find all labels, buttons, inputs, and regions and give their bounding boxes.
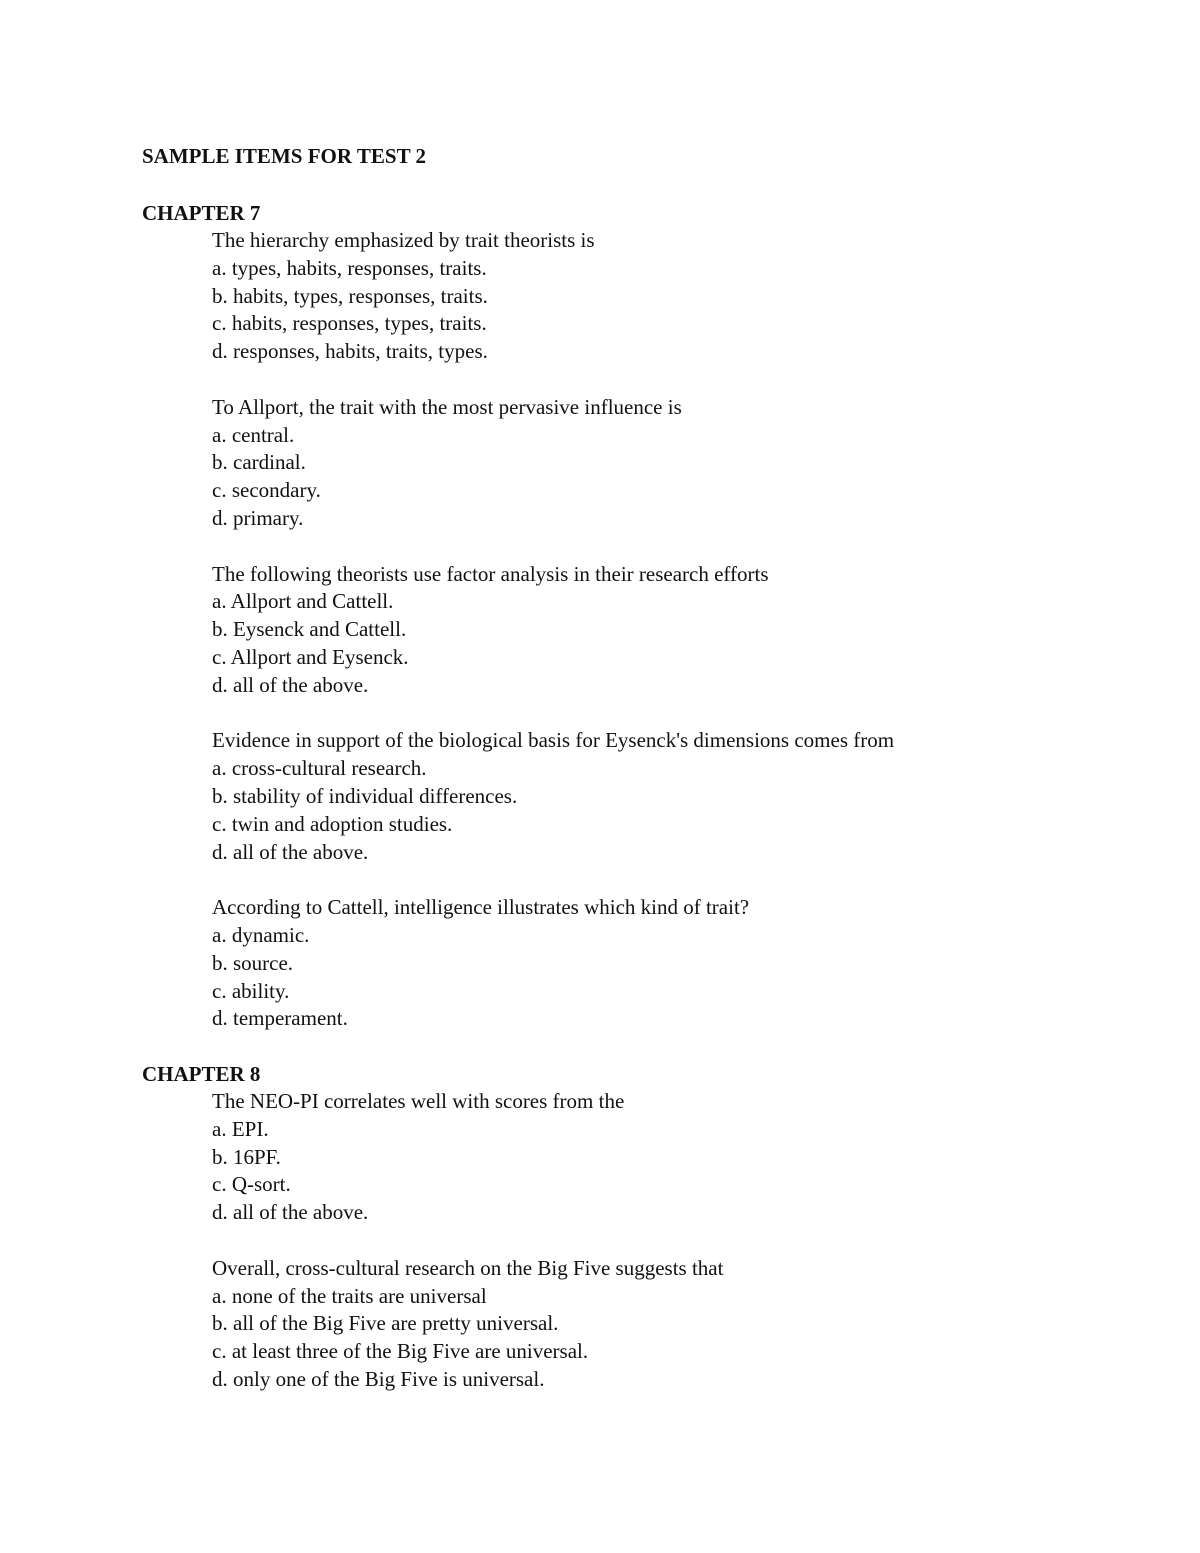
- answer-option: [212, 1116, 1142, 1144]
- option-letter: b.: [212, 617, 228, 642]
- answer-option: [212, 978, 1142, 1006]
- answer-option: [212, 755, 1142, 783]
- option-letter: c.: [212, 644, 227, 669]
- option-letter: a.: [212, 589, 227, 614]
- answer-option: [212, 283, 1142, 311]
- option-letter: a.: [212, 756, 227, 781]
- option-text: all of the above.: [233, 1200, 369, 1225]
- option-letter: a.: [212, 922, 227, 947]
- option-letter: a.: [212, 1283, 227, 1308]
- option-text: habits, types, responses, traits.: [233, 283, 488, 308]
- answer-option: [212, 1366, 1142, 1394]
- answer-option: [212, 672, 1142, 700]
- answer-option: [212, 811, 1142, 839]
- option-text: all of the above.: [233, 839, 369, 864]
- answer-option: [212, 255, 1142, 283]
- answer-option: [212, 1144, 1142, 1172]
- answer-option: [212, 1338, 1142, 1366]
- option-letter: b.: [212, 1311, 228, 1336]
- answer-option: [212, 1005, 1142, 1033]
- question-item: [212, 894, 1142, 1033]
- option-letter: d.: [212, 1006, 228, 1031]
- answer-option: [212, 449, 1142, 477]
- question-text: According to Cattell, intelligence illustrates which kind of trait?: [212, 895, 750, 920]
- option-text: Eysenck and Cattell.: [233, 617, 407, 642]
- option-text: only one of the Big Five is universal.: [233, 1366, 545, 1391]
- option-text: none of the traits are universal: [231, 1283, 487, 1308]
- option-letter: b.: [212, 1144, 228, 1169]
- answer-option: [212, 950, 1142, 978]
- answer-option: [212, 1199, 1142, 1227]
- question-item: [212, 227, 1142, 366]
- option-text: source.: [233, 950, 294, 975]
- chapter-section: [142, 199, 1142, 1033]
- option-text: stability of individual differences.: [233, 783, 518, 808]
- option-letter: c.: [212, 811, 227, 836]
- question-text: The hierarchy emphasized by trait theorists is: [212, 228, 595, 252]
- question-item: [212, 561, 1142, 700]
- answer-option: [212, 477, 1142, 505]
- question-text: Overall, cross-cultural research on the Big Five suggests that: [212, 1255, 724, 1280]
- option-text: cardinal.: [233, 450, 306, 475]
- option-letter: c.: [212, 1172, 227, 1197]
- chapter-heading: CHAPTER 7: [142, 201, 261, 225]
- question-item: [212, 394, 1142, 533]
- answer-option: [212, 839, 1142, 867]
- option-text: primary.: [233, 505, 304, 530]
- option-letter: c.: [212, 311, 227, 336]
- question-text: To Allport, the trait with the most pervasive influence is: [212, 394, 682, 419]
- option-text: temperament.: [233, 1006, 348, 1031]
- option-letter: c.: [212, 1339, 227, 1364]
- question-item: [212, 1088, 1142, 1227]
- answer-option: [212, 644, 1142, 672]
- option-letter: a.: [212, 422, 227, 447]
- option-letter: b.: [212, 950, 228, 975]
- option-text: 16PF.: [233, 1144, 281, 1169]
- option-letter: c.: [212, 978, 227, 1003]
- option-letter: b.: [212, 283, 228, 308]
- option-text: central.: [231, 422, 295, 447]
- answer-option: [212, 588, 1142, 616]
- answer-option: [212, 310, 1142, 338]
- answer-option: [212, 1310, 1142, 1338]
- option-text: Allport and Cattell.: [230, 589, 394, 614]
- answer-option: [212, 1171, 1142, 1199]
- option-letter: c.: [212, 478, 227, 503]
- option-letter: a.: [212, 1116, 227, 1141]
- answer-option: [212, 422, 1142, 450]
- option-text: all of the above.: [233, 672, 369, 697]
- option-text: ability.: [231, 978, 290, 1003]
- option-text: twin and adoption studies.: [231, 811, 453, 836]
- option-text: responses, habits, traits, types.: [233, 339, 488, 364]
- option-text: Allport and Eysenck.: [230, 644, 409, 669]
- option-text: EPI.: [231, 1116, 269, 1141]
- question-item: [212, 1255, 1142, 1394]
- answer-option: [212, 1283, 1142, 1311]
- option-letter: d.: [212, 505, 228, 530]
- question-text: Evidence in support of the biological basis for Eysenck's dimensions comes from: [212, 728, 895, 753]
- option-letter: b.: [212, 783, 228, 808]
- option-letter: d.: [212, 1366, 228, 1391]
- option-text: dynamic.: [231, 922, 310, 947]
- option-letter: d.: [212, 672, 228, 697]
- answer-option: [212, 922, 1142, 950]
- option-letter: d.: [212, 839, 228, 864]
- question-item: [212, 727, 1142, 866]
- document-title: SAMPLE ITEMS FOR TEST 2: [142, 144, 426, 168]
- question-text: The following theorists use factor analysis in their research efforts: [212, 561, 769, 586]
- chapter-heading: CHAPTER 8: [142, 1062, 261, 1086]
- answer-option: [212, 338, 1142, 366]
- option-text: habits, responses, types, traits.: [231, 311, 487, 336]
- answer-option: [212, 616, 1142, 644]
- option-text: Q-sort.: [231, 1172, 291, 1197]
- option-text: cross-cultural research.: [231, 756, 427, 781]
- option-text: at least three of the Big Five are universal.: [231, 1339, 589, 1364]
- option-letter: b.: [212, 450, 228, 475]
- option-text: all of the Big Five are pretty universal.: [233, 1311, 559, 1336]
- answer-option: [212, 505, 1142, 533]
- option-letter: d.: [212, 1200, 228, 1225]
- option-letter: a.: [212, 255, 227, 280]
- question-text: The NEO-PI correlates well with scores from the: [212, 1089, 625, 1113]
- chapter-section: [142, 1060, 1142, 1394]
- option-text: types, habits, responses, traits.: [231, 255, 487, 280]
- option-text: secondary.: [231, 478, 321, 503]
- answer-option: [212, 783, 1142, 811]
- option-letter: d.: [212, 339, 228, 364]
